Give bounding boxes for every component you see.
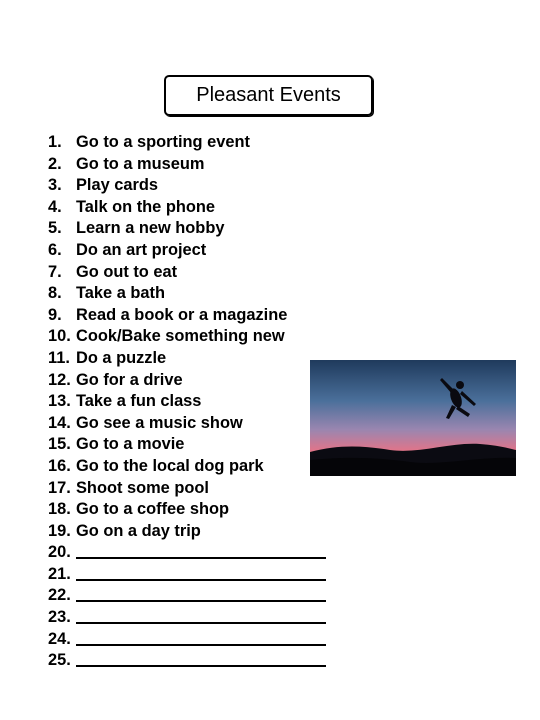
list-item bbox=[48, 326, 326, 348]
item-text: Go to the local dog park bbox=[76, 456, 264, 475]
list-item bbox=[48, 413, 326, 435]
item-number: 9. bbox=[48, 305, 62, 324]
item-number: 10. bbox=[48, 327, 71, 346]
list-item bbox=[48, 154, 326, 176]
item-number: 7. bbox=[48, 262, 62, 281]
list-item bbox=[48, 197, 326, 219]
item-text: Read a book or a magazine bbox=[76, 305, 288, 324]
list-item bbox=[48, 240, 326, 262]
item-number: 15. bbox=[48, 435, 71, 454]
item-number: 24. bbox=[48, 629, 71, 648]
fill-in-blank-line[interactable] bbox=[76, 585, 326, 602]
list-item bbox=[48, 521, 326, 543]
item-text: Play cards bbox=[76, 176, 159, 195]
item-number: 2. bbox=[48, 154, 62, 173]
item-text: Go out to eat bbox=[76, 262, 178, 281]
item-number: 11. bbox=[48, 348, 70, 367]
item-number: 17. bbox=[48, 478, 71, 497]
item-text: Go for a drive bbox=[76, 370, 183, 389]
list-item bbox=[48, 650, 326, 672]
item-number: 16. bbox=[48, 456, 71, 475]
list-item bbox=[48, 370, 326, 392]
list-item bbox=[48, 607, 326, 629]
item-number: 23. bbox=[48, 608, 71, 627]
item-number: 4. bbox=[48, 197, 62, 216]
page-title: Pleasant Events bbox=[164, 75, 373, 116]
fill-in-blank-line[interactable] bbox=[76, 564, 326, 581]
item-number: 19. bbox=[48, 521, 71, 540]
item-number: 25. bbox=[48, 651, 71, 670]
item-text: Do a puzzle bbox=[76, 348, 167, 367]
list-item bbox=[48, 542, 326, 564]
item-text: Cook/Bake something new bbox=[76, 327, 285, 346]
item-text: Take a fun class bbox=[76, 392, 202, 411]
item-number: 8. bbox=[48, 284, 62, 303]
item-number: 12. bbox=[48, 370, 71, 389]
list-item bbox=[48, 478, 326, 500]
fill-in-blank-line[interactable] bbox=[76, 629, 326, 646]
item-text: Do an art project bbox=[76, 240, 207, 259]
pleasant-events-list bbox=[48, 132, 326, 672]
fill-in-blank-line[interactable] bbox=[76, 607, 326, 624]
item-text: Go to a movie bbox=[76, 435, 185, 454]
list-item bbox=[48, 218, 326, 240]
item-text: Shoot some pool bbox=[76, 478, 209, 497]
fill-in-blank-line[interactable] bbox=[76, 542, 326, 559]
sunset-jumping-person-photo bbox=[310, 360, 516, 476]
item-number: 20. bbox=[48, 543, 71, 562]
item-text: Go to a coffee shop bbox=[76, 500, 229, 519]
list-item bbox=[48, 629, 326, 651]
item-number: 1. bbox=[48, 133, 62, 151]
list-item bbox=[48, 456, 326, 478]
list-item bbox=[48, 348, 326, 370]
list-item bbox=[48, 391, 326, 413]
list-item bbox=[48, 564, 326, 586]
item-number: 5. bbox=[48, 219, 62, 238]
item-number: 22. bbox=[48, 586, 71, 605]
list-item bbox=[48, 283, 326, 305]
item-text: Go see a music show bbox=[76, 413, 243, 432]
list-item bbox=[48, 175, 326, 197]
item-text: Go on a day trip bbox=[76, 521, 201, 540]
item-text: Learn a new hobby bbox=[76, 219, 225, 238]
list-item bbox=[48, 262, 326, 284]
item-text: Talk on the phone bbox=[76, 197, 216, 216]
list-item bbox=[48, 434, 326, 456]
item-number: 13. bbox=[48, 392, 71, 411]
item-number: 3. bbox=[48, 176, 62, 195]
list-item bbox=[48, 132, 326, 154]
item-text: Take a bath bbox=[76, 284, 165, 303]
item-number: 21. bbox=[48, 564, 71, 583]
list-item bbox=[48, 585, 326, 607]
item-number: 18. bbox=[48, 500, 71, 519]
list-item bbox=[48, 305, 326, 327]
list-item bbox=[48, 499, 326, 521]
item-text: Go to a sporting event bbox=[76, 133, 250, 151]
fill-in-blank-line[interactable] bbox=[76, 650, 326, 667]
item-number: 14. bbox=[48, 413, 71, 432]
item-number: 6. bbox=[48, 240, 62, 259]
item-text: Go to a museum bbox=[76, 154, 205, 173]
